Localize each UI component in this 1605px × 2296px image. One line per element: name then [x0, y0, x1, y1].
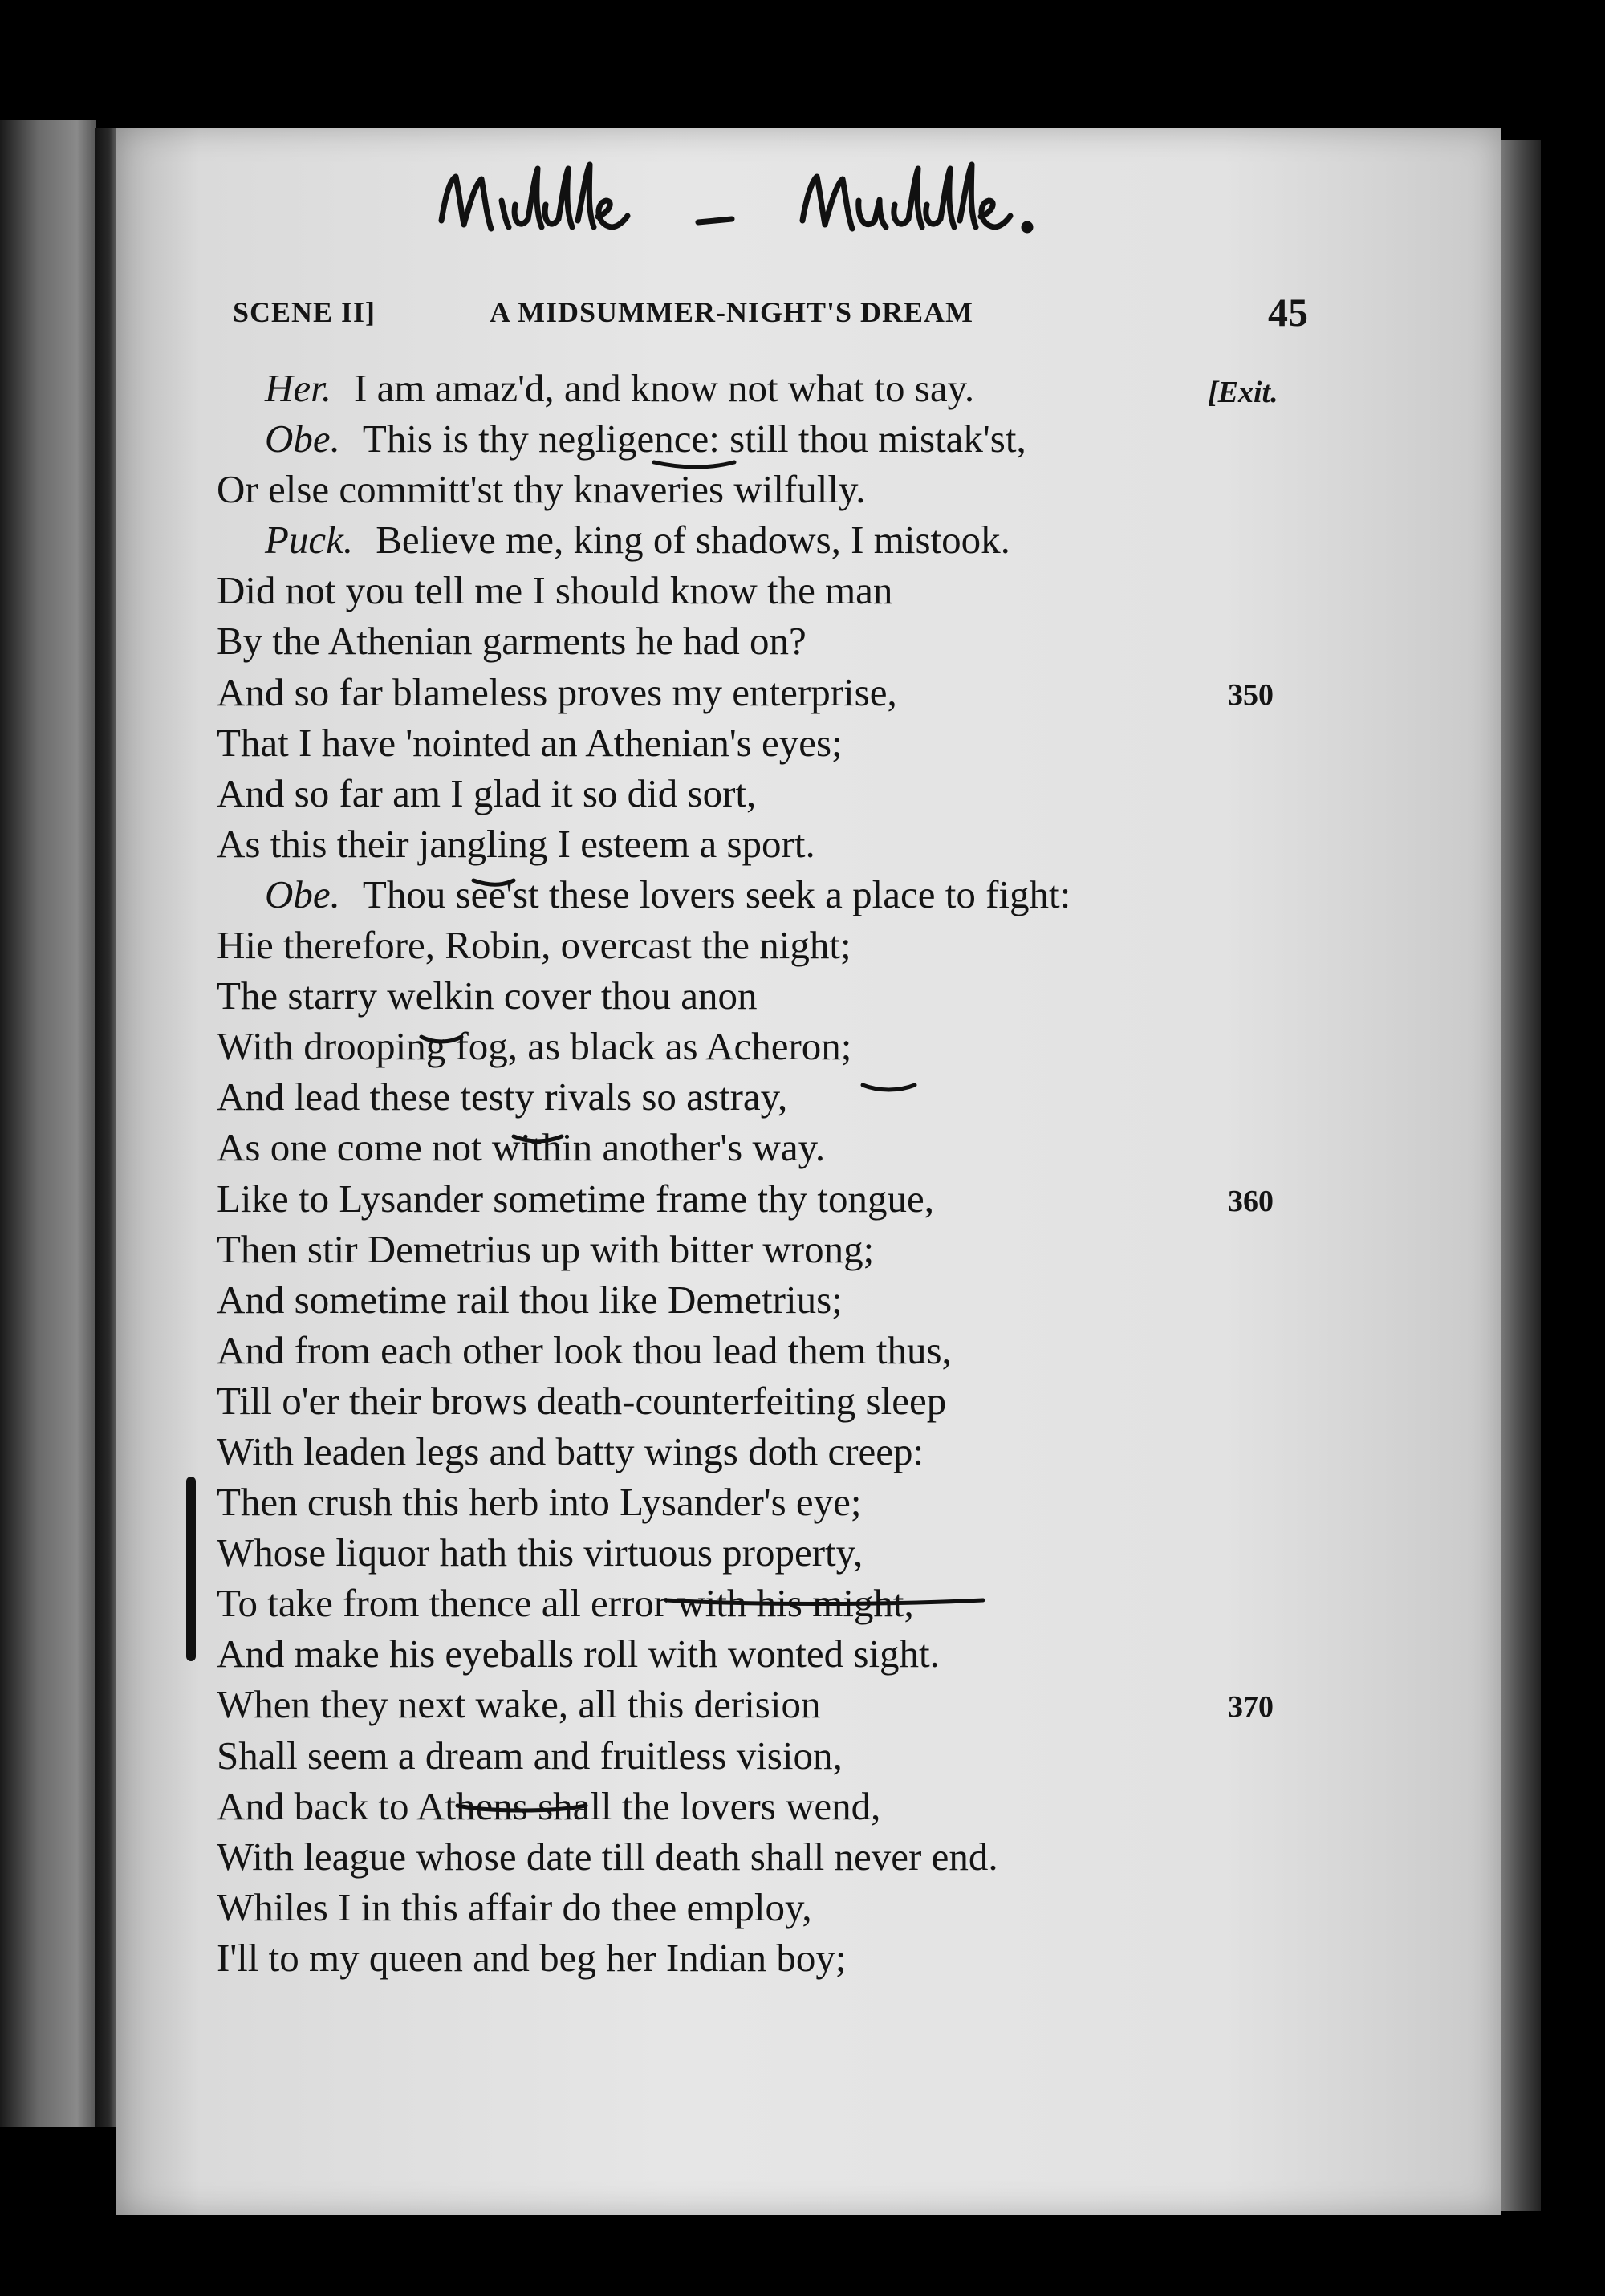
verse-line [217, 869, 1340, 920]
line-text: And back to Athens shall the lovers wend, [217, 1783, 881, 1828]
line-text: Or else committ'st thy knaveries wilfully. [217, 467, 866, 512]
play-title: A MIDSUMMER-NIGHT'S DREAM [490, 296, 974, 328]
verse-line [217, 667, 1340, 717]
line-text: Hie therefore, Robin, overcast the night; [217, 923, 851, 968]
line-text: When they next wake, all this derision [217, 1682, 821, 1727]
verse-line [217, 413, 1340, 464]
page-stack-edge [1501, 140, 1541, 2211]
margin-pencil-mark [186, 1477, 196, 1661]
verse-line [217, 1021, 1340, 1071]
line-text: And make his eyeballs roll with wonted sight. [217, 1632, 940, 1676]
verse-line [217, 1628, 1340, 1679]
line-text: Till o'er their brows death-counterfeiting sleep [217, 1378, 947, 1423]
speaker-name: Puck. [265, 518, 354, 563]
line-text: And so far am I glad it so did sort, [217, 770, 757, 815]
verse-line [217, 1932, 1340, 1983]
verse-line [217, 920, 1340, 970]
line-number: 350 [1228, 677, 1274, 712]
speaker-name: Her. [265, 366, 332, 410]
stage-direction: [Exit. [1208, 376, 1278, 409]
line-text: I'll to my queen and beg her Indian boy; [217, 1935, 847, 1980]
line-text: As this their jangling I esteem a sport. [217, 821, 815, 866]
line-text: Then crush this herb into Lysander's eye; [217, 1480, 862, 1525]
line-text: Did not you tell me I should know the man [217, 568, 893, 613]
verse-line [217, 363, 1340, 413]
line-text: And so far blameless proves my enterprise, [217, 669, 897, 714]
line-text: Whiles I in this affair do thee employ, [217, 1884, 812, 1929]
verse-line [217, 1477, 1340, 1527]
verse-line [217, 1831, 1340, 1882]
line-text: Like to Lysander sometime frame thy tongue, [217, 1176, 935, 1221]
verse-line [217, 970, 1340, 1021]
line-text: And from each other look thou lead them thus, [217, 1327, 952, 1372]
line-text: With league whose date till death shall never end. [217, 1834, 998, 1879]
line-text: As one come not within another's way. [217, 1125, 826, 1170]
line-text: With drooping fog, as black as Acheron; [217, 1024, 852, 1069]
verse-line [217, 514, 1340, 565]
verse-line [217, 1274, 1340, 1325]
speaker-name: Obe. [265, 872, 340, 916]
line-text: Whose liquor hath this virtuous property, [217, 1530, 863, 1575]
line-text: That I have 'nointed an Athenian's eyes; [217, 720, 843, 765]
verse-line [217, 565, 1340, 616]
line-text: I am amaz'd, and know not what to say. [354, 366, 975, 410]
line-number: 360 [1228, 1184, 1274, 1218]
verse-line [217, 768, 1340, 819]
line-text: And lead these testy rivals so astray, [217, 1075, 788, 1120]
verse-line [217, 1527, 1340, 1578]
verse-line [217, 1224, 1340, 1274]
verse-line [217, 1679, 1340, 1729]
line-text: Believe me, king of shadows, I mistook. [376, 518, 1010, 563]
line-number: 370 [1228, 1690, 1274, 1725]
verse-line [217, 1173, 1340, 1224]
line-text: Shall seem a dream and fruitless vision, [217, 1733, 843, 1778]
line-text: With leaden legs and batty wings doth creep: [217, 1428, 924, 1473]
verse-line [217, 1376, 1340, 1426]
line-text: By the Athenian garments he had on? [217, 619, 807, 664]
verse-line [217, 1882, 1340, 1932]
verse-line [217, 1730, 1340, 1781]
verse-line [217, 1578, 1340, 1628]
line-text: To take from thence all error with his might, [217, 1581, 914, 1626]
line-text: And sometime rail thou like Demetrius; [217, 1277, 843, 1322]
handwritten-note-drawing [425, 156, 1115, 253]
page-number: 45 [1268, 290, 1308, 335]
line-text: The starry welkin cover thou anon [217, 973, 758, 1018]
book-gutter [95, 128, 119, 2127]
verse-line [217, 1122, 1340, 1172]
line-text: This is thy negligence: still thou mistak'st, [362, 417, 1026, 461]
verse-line [217, 1071, 1340, 1122]
verse-line [217, 1781, 1340, 1831]
line-text: Thou see'st these lovers seek a place to fight: [362, 872, 1071, 916]
facing-page-edge [0, 120, 96, 2127]
scene-label: SCENE II] [233, 296, 376, 328]
verse-line [217, 717, 1340, 768]
speaker-name: Obe. [265, 417, 340, 461]
verse-line [217, 616, 1340, 666]
verse-line [217, 819, 1340, 869]
verse-line [217, 1325, 1340, 1376]
verse-line [217, 1426, 1340, 1477]
verse-line [217, 464, 1340, 514]
handwritten-note [425, 156, 1115, 253]
line-text: Then stir Demetrius up with bitter wrong; [217, 1226, 875, 1271]
running-header [233, 289, 1308, 345]
verse-text [217, 363, 1340, 1983]
